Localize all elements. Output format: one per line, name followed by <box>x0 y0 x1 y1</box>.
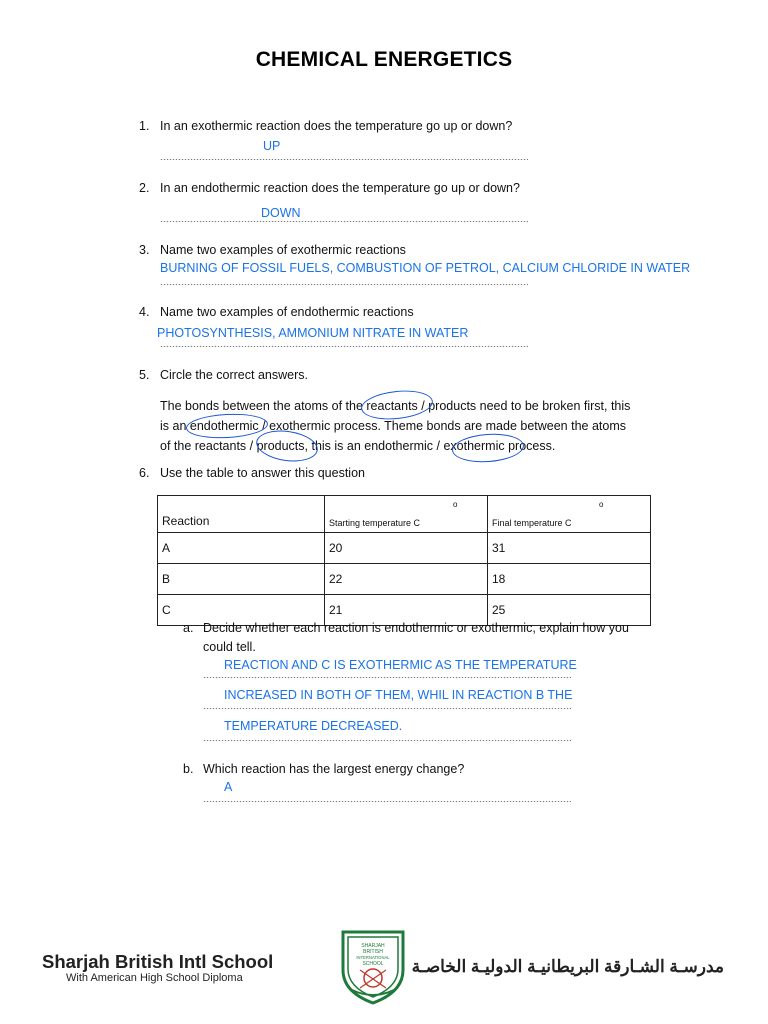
table-cell: 22 <box>325 564 488 595</box>
table-row <box>158 533 651 564</box>
question-1-text: In an exothermic reaction does the temperature go up or down? <box>160 119 513 133</box>
question-5-line-3: of the reactants / products, this is an endothermic / exothermic process. <box>160 439 556 453</box>
part-b-text: Which reaction has the largest energy change? <box>203 762 465 776</box>
question-1-answer[interactable]: UP <box>263 139 281 153</box>
part-a-text-1: Decide whether each reaction is endothermic or exothermic, explain how you <box>203 621 629 635</box>
question-2-number: 2. <box>139 181 150 195</box>
answer-line <box>160 284 528 285</box>
answer-line <box>203 801 571 802</box>
school-name-arabic: مدرسـة الشـارقة البريطانيـة الدوليـة الخاصـة <box>411 957 724 976</box>
question-3-answer[interactable]: BURNING OF FOSSIL FUELS, COMBUSTION OF PETROL, CALCIUM CHLORIDE IN WATER <box>160 261 691 275</box>
svg-text:BRITISH: BRITISH <box>363 949 383 955</box>
table-header-row <box>158 496 651 533</box>
school-logo <box>332 926 414 1006</box>
question-5-text: Circle the correct answers. <box>160 368 308 382</box>
svg-text:SCHOOL: SCHOOL <box>362 961 384 967</box>
answer-line <box>160 346 528 347</box>
table-cell: 20 <box>325 533 488 564</box>
question-4-answer[interactable]: PHOTOSYNTHESIS, AMMONIUM NITRATE IN WATER <box>157 326 469 340</box>
part-a-answer-2[interactable]: INCREASED IN BOTH OF THEM, WHIL IN REACTION B THE <box>224 688 573 702</box>
degree-mark: o <box>453 500 458 509</box>
question-3-text: Name two examples of exothermic reactions <box>160 243 406 257</box>
school-name: Sharjah British Intl School <box>42 951 274 972</box>
part-b-label: b. <box>183 762 194 776</box>
table-header-start: Starting temperature C <box>325 496 488 533</box>
table-cell: B <box>158 564 325 595</box>
table-cell: 21 <box>325 595 488 626</box>
table-header-final: Final temperature C <box>488 496 651 533</box>
table-header-reaction: Reaction <box>158 496 325 533</box>
degree-mark: o <box>599 500 604 509</box>
svg-text:SHARJAH: SHARJAH <box>361 943 385 949</box>
question-2-answer[interactable]: DOWN <box>261 206 301 220</box>
question-5-line-2: is an endothermic / exothermic process. Theme bonds are made between the atoms <box>160 419 626 433</box>
part-a-answer-1[interactable]: REACTION AND C IS EXOTHERMIC AS THE TEMPERATURE <box>224 658 577 672</box>
table-row <box>158 564 651 595</box>
question-5-line-1: The bonds between the atoms of the reactants / products need to be broken first, this <box>160 399 631 413</box>
question-5-number: 5. <box>139 368 150 382</box>
answer-line <box>203 708 571 709</box>
table-cell: 31 <box>488 533 651 564</box>
part-a-text-2: could tell. <box>203 640 256 654</box>
question-6-number: 6. <box>139 466 150 480</box>
part-a-label: a. <box>183 621 194 635</box>
temperature-table <box>157 495 651 626</box>
question-6-text: Use the table to answer this question <box>160 466 365 480</box>
part-a-answer-3[interactable]: TEMPERATURE DECREASED. <box>224 719 403 733</box>
question-2-text: In an endothermic reaction does the temperature go up or down? <box>160 181 520 195</box>
answer-line <box>160 221 528 222</box>
answer-line <box>203 740 571 741</box>
table-cell: 25 <box>488 595 651 626</box>
answer-line <box>203 677 571 678</box>
table-cell: 18 <box>488 564 651 595</box>
svg-text:INTERNATIONAL: INTERNATIONAL <box>356 955 390 960</box>
answer-line <box>160 159 528 160</box>
question-1-number: 1. <box>139 119 150 133</box>
page-title: CHEMICAL ENERGETICS <box>255 48 513 71</box>
table-cell: A <box>158 533 325 564</box>
part-b-answer[interactable]: A <box>224 780 233 794</box>
question-4-text: Name two examples of endothermic reactions <box>160 305 414 319</box>
question-4-number: 4. <box>139 305 150 319</box>
school-subtitle: With American High School Diploma <box>66 972 243 984</box>
table-cell: C <box>158 595 325 626</box>
question-3-number: 3. <box>139 243 150 257</box>
